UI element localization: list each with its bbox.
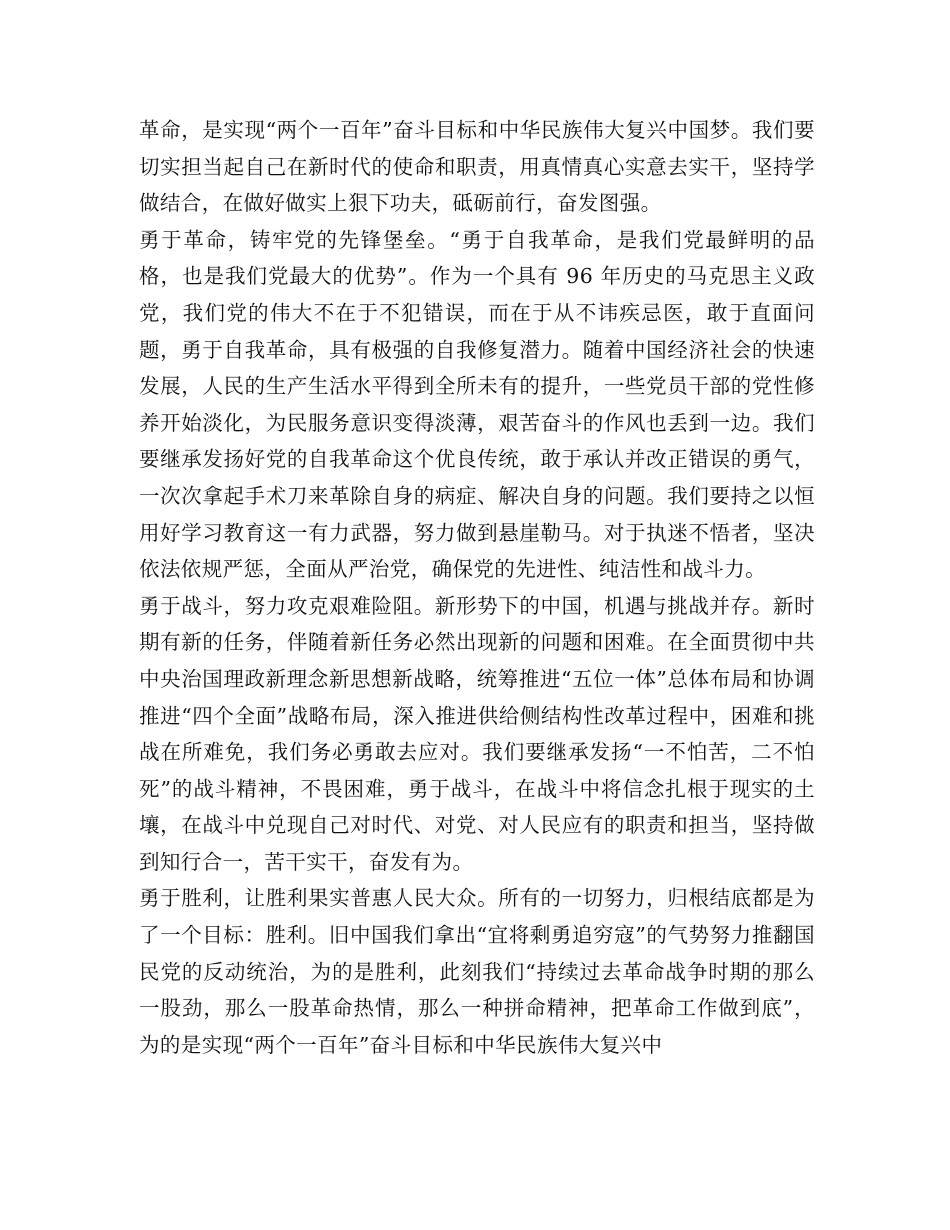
paragraph-1: 革命，是实现“两个一百年”奋斗目标和中华民族伟大复兴中国梦。我们要切实担当起自己在新时代的使命和职责，用真情真心实意去实干，坚持学做结合，在做好做实上狠下功夫，砥砺前行，奋发图强。: [139, 118, 815, 216]
paragraph-3: 勇于战斗，努力攻克艰难险阻。新形势下的中国，机遇与挑战并存。新时期有新的任务，伴随着新任务必然出现新的问题和困难。在全面贯彻中共中央治国理政新理念新思想新战略，统筹推进“五位一体”总体布局和协调推进“四个全面”战略布局，深入推进供给侧结构性改革过程中，困难和挑战在所难免，我们务必勇敢去应对。我们要继承发扬“一不怕苦，二不怕死”的战斗精神，不畏困难，勇于战斗，在战斗中将信念扎根于现实的土壤，在战斗中兑现自己对时代、对党、对人民应有的职责和担当，坚持做到知行合一，苦干实干，奋发有为。: [139, 593, 815, 874]
paragraph-4: 勇于胜利，让胜利果实普惠人民大众。所有的一切努力，归根结底都是为了一个目标：胜利。旧中国我们拿出“宜将剩勇追穷寇”的气势努力推翻国民党的反动统治，为的是胜利，此刻我们“持续过去革命战争时期的那么一股劲，那么一股革命热情，那么一种拼命精神，把革命工作做到底”，为的是实现“两个一百年”奋斗目标和中华民族伟大复兴中: [139, 886, 815, 1057]
document-body: [139, 112, 815, 1063]
paragraph-2: 勇于革命，铸牢党的先锋堡垒。“勇于自我革命，是我们党最鲜明的品格，也是我们党最大的优势”。作为一个具有 96 年历史的马克思主义政党，我们党的伟大不在于不犯错误，而在于从不讳疾忌医，敢于直面问题，勇于自我革命，具有极强的自我修复潜力。随着中国经济社会的快速发展，人民的生产生活水平得到全所未有的提升，一些党员干部的党性修养开始淡化，为民服务意识变得淡薄，艰苦奋斗的作风也丢到一边。我们要继承发扬好党的自我革命这个优良传统，敢于承认并改正错误的勇气，一次次拿起手术刀来革除自身的病症、解决自身的问题。我们要持之以恒用好学习教育这一有力武器，努力做到悬崖勒马。对于执迷不悟者，坚决依法依规严惩，全面从严治党，确保党的先进性、纯洁性和战斗力。: [139, 227, 815, 582]
